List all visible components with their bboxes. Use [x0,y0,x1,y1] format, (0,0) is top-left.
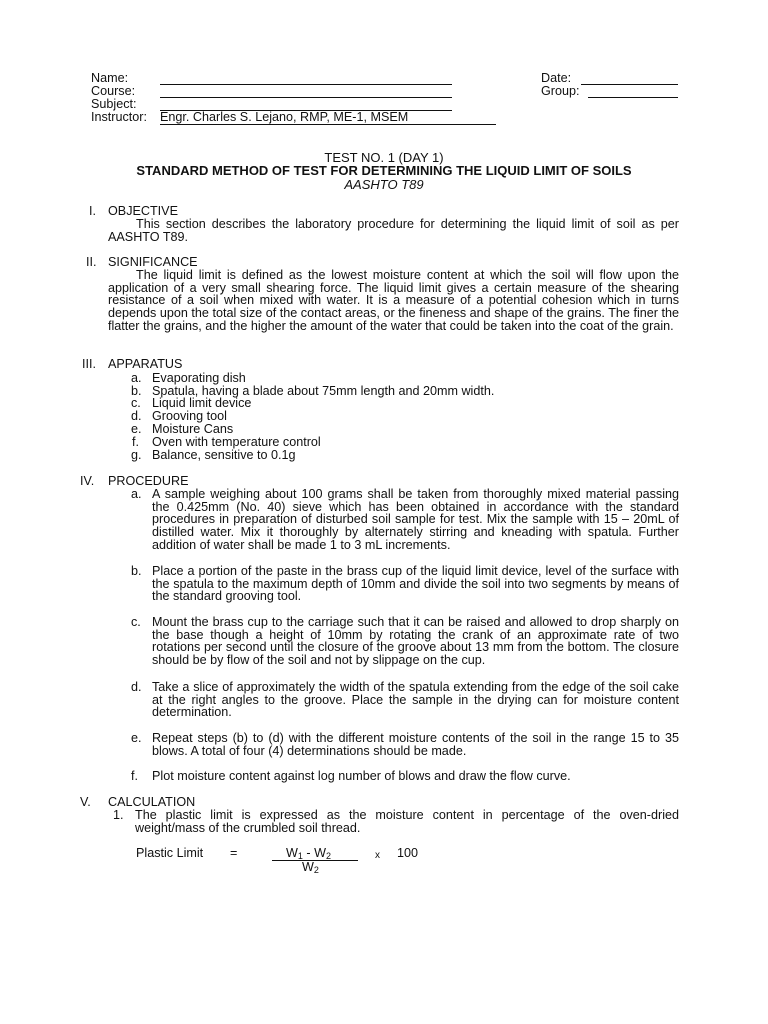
page-title: STANDARD METHOD OF TEST FOR DETERMINING THE LIQUID LIMIT OF SOILS [136,163,632,178]
significance-numeral: II. [86,255,97,269]
procedure-heading: PROCEDURE [108,474,189,488]
calculation-numeral: V. [80,795,91,809]
procedure-step: Mount the brass cup to the carriage such that it can be raised and allowed to drop sharply on the base though a height of 10mm by rotating the crank of an approximate rate of two rotations per second until the closure of the groove about 13 mm from the bottom. The closure should be by flow of the soil and not by slippage on the cup. [152,615,679,668]
objective-heading: OBJECTIVE [108,204,178,218]
apparatus-letter: d. [131,409,142,423]
date-field[interactable] [581,84,678,85]
procedure-step: Place a portion of the paste in the brass cup of the liquid limit device, level of the surface with the spatula to the maximum depth of 10mm and divide the soil into two segments by means of the standard grooving tool. [152,564,679,604]
procedure-letter: d. [131,680,142,694]
apparatus-item: Spatula, having a blade about 75mm length and 20mm width. [152,384,495,398]
name-label: Name: [91,71,129,85]
instructor-label: Instructor: [91,110,147,124]
objective-text: This section describes the laboratory procedure for determining the liquid limit of soil as per AASHTO T89. [108,217,679,244]
procedure-numeral: IV. [80,474,95,488]
apparatus-letter: c. [131,396,141,410]
instructor-value: Engr. Charles S. Lejano, RMP, ME-1, MSEM [160,110,409,124]
apparatus-letter: g. [131,448,142,462]
significance-heading: SIGNIFICANCE [108,255,198,269]
group-label: Group: [541,84,580,98]
apparatus-letter: b. [131,384,142,398]
apparatus-item: Grooving tool [152,409,227,423]
objective-numeral: I. [89,204,96,218]
procedure-step: A sample weighing about 100 grams shall be taken from thoroughly mixed material passing the 0.425mm (No. 40) sieve which has been obtained in accordance with the standard procedures in preparation of disturbed soil sample for test. Mix the sample with 15 – 20mL of distilled water. Mix it thoroughly by alternately stirring and kneading with spatula. Further addition of water shall be made 1 to 3 mL increments. [152,487,679,552]
apparatus-item: Balance, sensitive to 0.1g [152,448,296,462]
subject-label: Subject: [91,97,137,111]
course-label: Course: [91,84,136,98]
procedure-step: Repeat steps (b) to (d) with the different moisture contents of the soil in the range 15 to 35 blows. A total of four (4) determinations should be made. [152,731,679,758]
standard-reference: AASHTO T89 [344,177,424,192]
apparatus-item: Evaporating dish [152,371,246,385]
procedure-letter: c. [131,615,141,629]
course-field[interactable] [160,97,452,98]
apparatus-item: Liquid limit device [152,396,252,410]
formula-numerator: $W_1 - W_2$ [286,846,332,861]
procedure-letter: b. [131,564,142,578]
apparatus-item: Oven with temperature control [152,435,321,449]
apparatus-letter: e. [131,422,142,436]
apparatus-letter: a. [131,371,142,385]
apparatus-heading: APPARATUS [108,357,183,371]
calculation-item-number: 1. [113,808,124,822]
procedure-step: Plot moisture content against log number of blows and draw the flow curve. [152,769,571,783]
calculation-heading: CALCULATION [108,795,196,809]
apparatus-item: Moisture Cans [152,422,234,436]
apparatus-letter: f. [132,435,139,449]
test-number: TEST NO. 1 (DAY 1) [324,150,444,165]
apparatus-numeral: III. [82,357,96,371]
procedure-letter: f. [131,769,138,783]
significance-text: The liquid limit is defined as the lowest moisture content at which the soil will flow upon the application of a very small shearing force. The liquid limit gives a certain measure of the shearing resistance of a soil when mixed with water. It is a measure of a potential cohesion which in turns depends upon the total size of the contact areas, or the fineness and shape of the grains. The finer the flatter the grains, and the higher the amount of the water that could be taken into the coat of the grain. [108,268,679,333]
group-field[interactable] [588,97,678,98]
procedure-letter: e. [131,731,142,745]
procedure-letter: a. [131,487,142,501]
formula-factor: 100 [397,846,419,860]
calculation-text: The plastic limit is expressed as the moisture content in percentage of the oven-dried weight/mass of the crumbled soil thread. [135,808,679,835]
formula-equals: = [230,846,238,860]
date-label: Date: [541,71,572,85]
formula-times: x [375,850,380,861]
procedure-step: Take a slice of approximately the width of the spatula extending from the edge of the soil cake at the right angles to the groove. Place the sample in the drying can for moisture content determination. [152,680,679,720]
formula-denominator: $W_2$ [302,860,319,875]
name-field[interactable] [160,84,452,85]
formula-label: Plastic Limit [136,846,204,860]
instructor-underline [160,124,496,125]
